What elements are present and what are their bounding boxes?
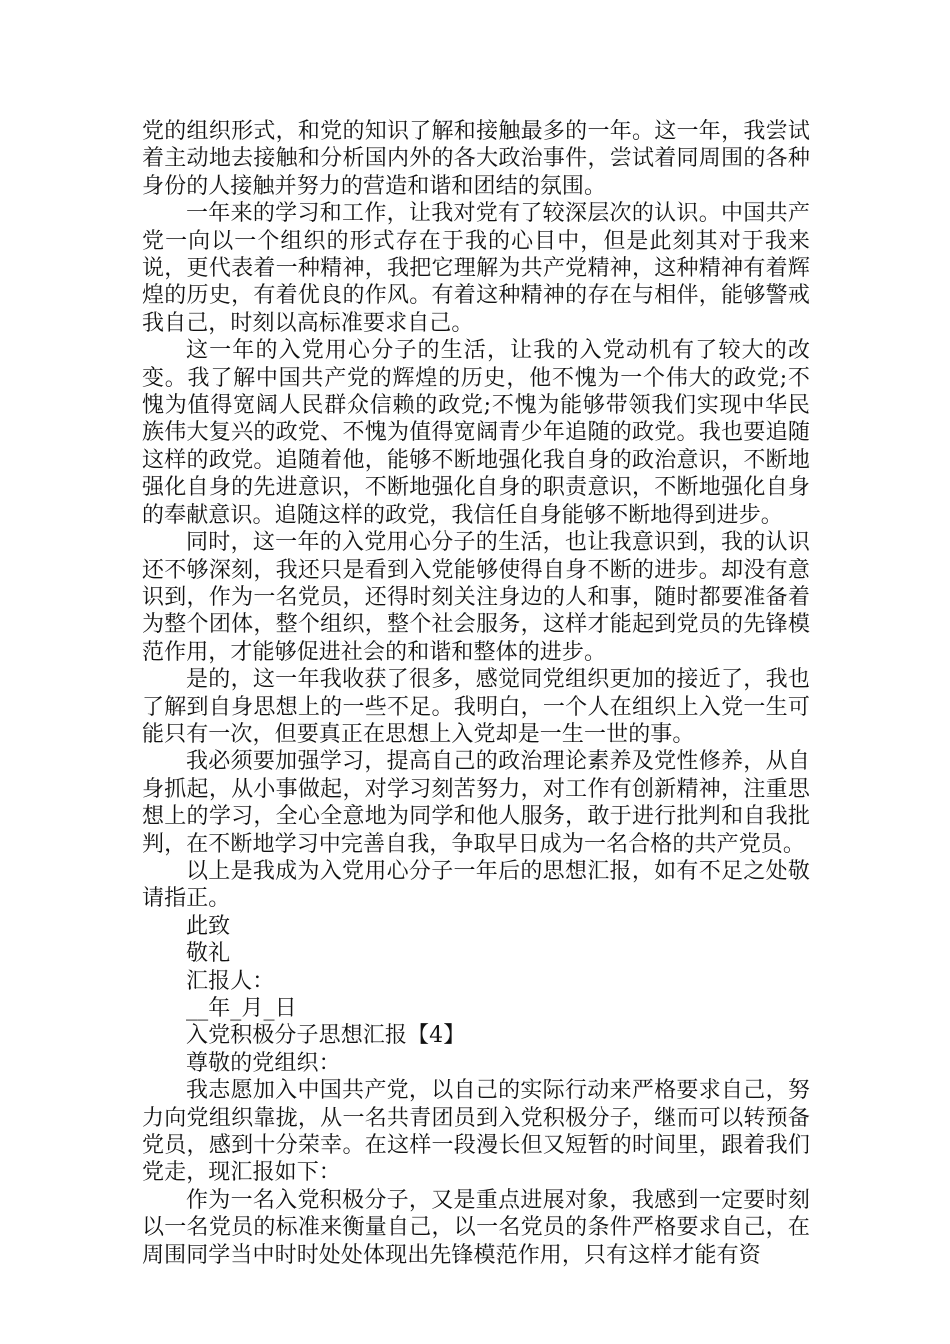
paragraph-3: 这一年的入党用心分子的生活，让我的入党动机有了较大的改变。我了解中国共产党的辉煌的历史，他不愧为一个伟大的政党;不愧为值得宽阔人民群众信赖的政党;不愧为能够带领我们实现中华民族伟大复兴的政党、不愧为值得宽阔青少年追随的政党。我也要追随这样的政党。追随着他，能够不断地强化我自身的政治意识，不断地强化自身的先进意识，不断地强化自身的职责意识，不断地强化自身的奉献意识。追随这样的政党，我信任自身能够不断地得到进步。 [142,338,810,528]
paragraph-4: 同时，这一年的入党用心分子的生活，也让我意识到，我的认识还不够深刻，我还只是看到入党能够使得自身不断的进步。却没有意识到，作为一名党员，还得时刻关注身边的人和事，随时都要准备着为整个团体，整个组织，整个社会服务，这样才能起到党员的先锋模范作用，才能够促进社会的和谐和整体的进步。 [142,530,810,665]
paragraph-6: 我必须要加强学习，提高自己的政治理论素养及党性修养，从自身抓起，从小事做起，对学习刻苦努力，对工作有创新精神，注重思想上的学习，全心全意地为同学和他人服务，敢于进行批判和自我批判，在不断地学习中完善自我，争取早日成为一名合格的共产党员。 [142,749,810,857]
reporter-label: 汇报人： [186,968,275,994]
closing-salutation-2: 敬礼 [186,941,231,967]
report-date: __年_月_日 [186,996,297,1021]
paragraph-5: 是的，这一年我收获了很多，感觉同党组织更加的接近了，我也了解到自身思想上的一些不足。我明白，一个人在组织上入党一生可能只有一次，但要真正在思想上入党却是一生一世的事。 [142,667,810,747]
paragraph-8: 我志愿加入中国共产党，以自己的实际行动来严格要求自己，努力向党组织靠拢，从一名共青团员到入党积极分子，继而可以转预备党员，感到十分荣幸。在这样一段漫长但又短暂的时间里，跟着我们党走，现汇报如下： [142,1078,810,1186]
section-title: 入党积极分子思想汇报【4】 [186,1023,466,1049]
paragraph-9: 作为一名入党积极分子，又是重点进展对象，我感到一定要时刻以一名党员的标准来衡量自己，以一名党员的条件严格要求自己，在周围同学当中时时处处体现出先锋模范作用，只有这样才能有资 [142,1187,810,1268]
closing-salutation-1: 此致 [186,913,231,939]
paragraph-1: 党的组织形式，和党的知识了解和接触最多的一年。这一年，我尝试着主动地去接触和分析国内外的各大政治事件，尝试着同周围的各种身份的人接触并努力的营造和谐和团结的氛围。 [142,119,810,199]
paragraph-2: 一年来的学习和工作，让我对党有了较深层次的认识。中国共产党一向以一个组织的形式存在于我的心目中，但是此刻其对于我来说，更代表着一种精神，我把它理解为共产党精神，这种精神有着辉煌的历史，有着优良的作风。有着这种精神的存在与相伴，能够警戒我自己，时刻以高标准要求自己。 [142,201,810,336]
document-page [142,118,810,1269]
paragraph-7: 以上是我成为入党用心分子一年后的思想汇报，如有不足之处敬请指正。 [142,858,810,912]
greeting: 尊敬的党组织： [186,1050,341,1076]
